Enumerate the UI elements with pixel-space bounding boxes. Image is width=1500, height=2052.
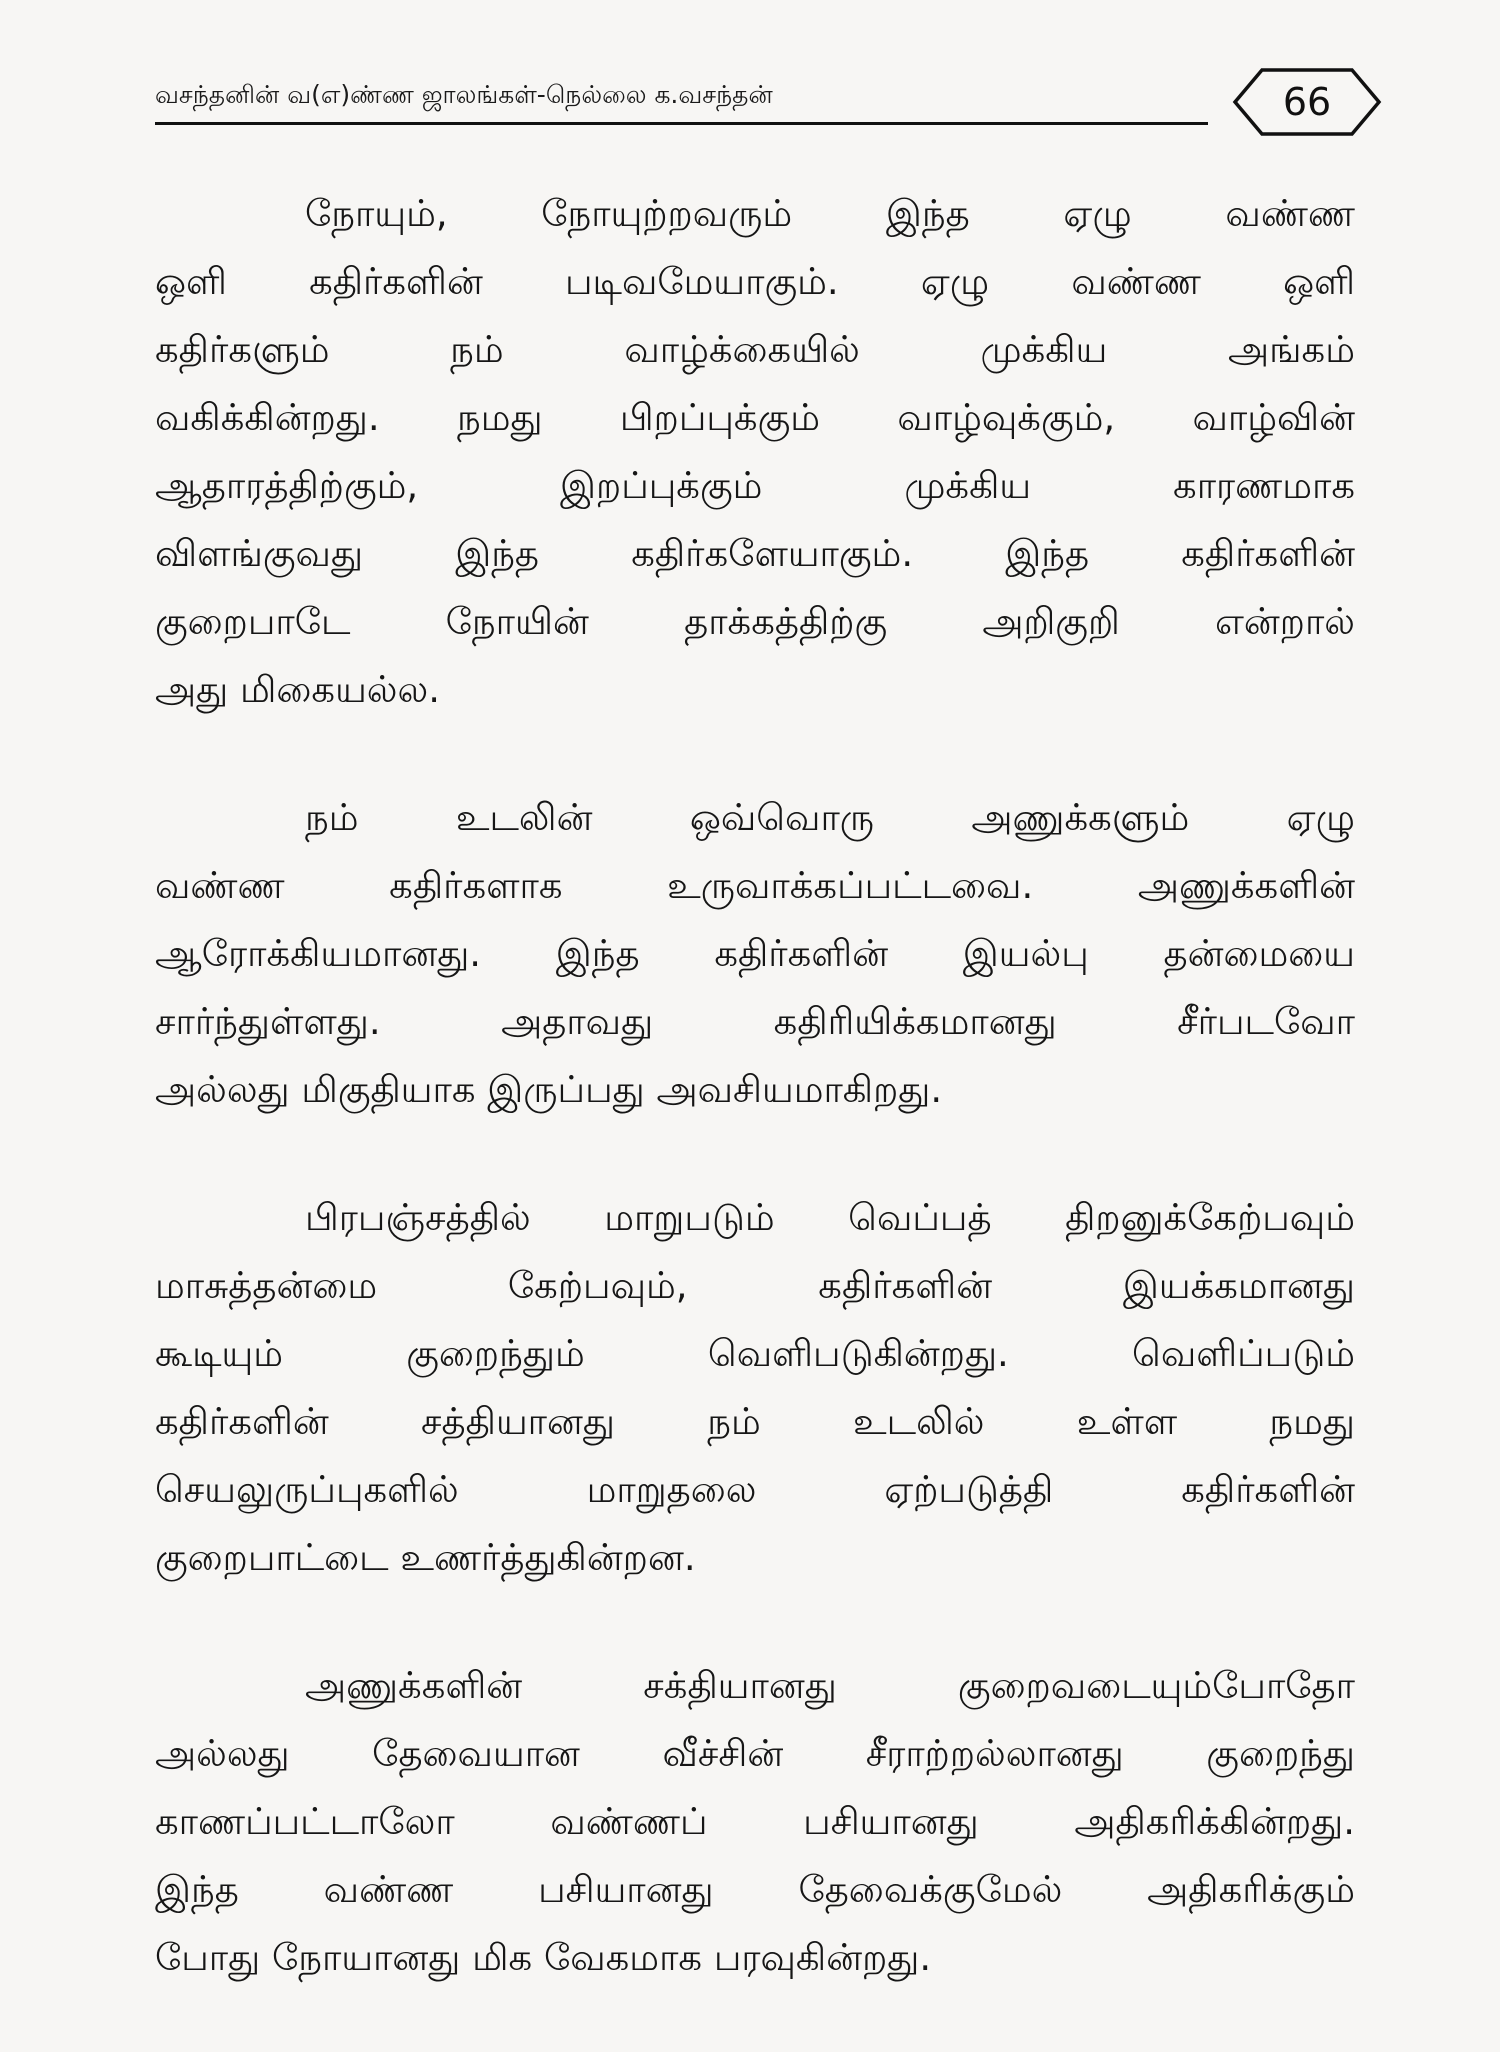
paragraph bbox=[155, 180, 1355, 724]
text-line: மாசுத்தன்மை கேற்பவும், கதிர்களின் இயக்கமானது bbox=[155, 1264, 1355, 1307]
page-number-badge bbox=[1232, 67, 1382, 137]
text-line: இந்த வண்ண பசியானது தேவைக்குமேல் அதிகரிக்கும் bbox=[155, 1868, 1355, 1911]
text-line: ஒளி கதிர்களின் படிவமேயாகும். ஏழு வண்ண ஒளி bbox=[155, 260, 1355, 303]
text-line: நோயும், நோயுற்றவரும் இந்த ஏழு வண்ண bbox=[305, 192, 1355, 235]
text-line: வண்ண கதிர்களாக உருவாக்கப்பட்டவை. அணுக்களின் bbox=[155, 864, 1355, 907]
text-line: காணப்பட்டாலோ வண்ணப் பசியானது அதிகரிக்கின்றது. bbox=[155, 1800, 1355, 1843]
text-line: விளங்குவது இந்த கதிர்களேயாகும். இந்த கதிர்களின் bbox=[155, 532, 1355, 575]
text-line: பிரபஞ்சத்தில் மாறுபடும் வெப்பத் திறனுக்கேற்பவும் bbox=[305, 1196, 1355, 1239]
text-line: அல்லது மிகுதியாக இருப்பது அவசியமாகிறது. bbox=[155, 1068, 943, 1111]
text-line: நம் உடலின் ஒவ்வொரு அணுக்களும் ஏழு bbox=[305, 796, 1355, 839]
text-line: அது மிகையல்ல. bbox=[155, 668, 440, 711]
page-number: 66 bbox=[1282, 80, 1332, 124]
text-line: கதிர்களும் நம் வாழ்க்கையில் முக்கிய அங்கம் bbox=[155, 328, 1355, 371]
body-text bbox=[155, 180, 1355, 2052]
text-line: ஆதாரத்திற்கும், இறப்புக்கும் முக்கிய காரணமாக bbox=[155, 464, 1355, 507]
text-line: கதிர்களின் சத்தியானது நம் உடலில் உள்ள நமது bbox=[155, 1400, 1355, 1443]
text-line: சார்ந்துள்ளது. அதாவது கதிரியிக்கமானது சீர்படவோ bbox=[155, 1000, 1355, 1043]
text-line: கூடியும் குறைந்தும் வெளிபடுகின்றது. வெளிப்படும் bbox=[155, 1332, 1355, 1375]
paragraph bbox=[155, 1184, 1355, 1592]
header-title: வசந்தனின் வ(எ)ண்ண ஜாலங்கள்-நெல்லை க.வசந்தன் bbox=[155, 80, 773, 109]
text-line: குறைபாடே நோயின் தாக்கத்திற்கு அறிகுறி என்றால் bbox=[155, 600, 1355, 643]
text-line: ஆரோக்கியமானது. இந்த கதிர்களின் இயல்பு தன்மையை bbox=[155, 932, 1355, 975]
text-line: வகிக்கின்றது. நமது பிறப்புக்கும் வாழ்வுக்கும், வாழ்வின் bbox=[155, 396, 1355, 439]
text-line: செயலுருப்புகளில் மாறுதலை ஏற்படுத்தி கதிர்களின் bbox=[155, 1468, 1355, 1511]
text-line: குறைபாட்டை உணர்த்துகின்றன. bbox=[155, 1536, 696, 1579]
header-rule bbox=[155, 122, 1208, 125]
text-line: அணுக்களின் சக்தியானது குறைவடையும்போதோ bbox=[305, 1664, 1355, 1707]
text-line: போது நோயானது மிக வேகமாக பரவுகின்றது. bbox=[155, 1936, 932, 1979]
paragraph bbox=[155, 1652, 1355, 1992]
text-line: அல்லது தேவையான வீச்சின் சீராற்றல்லானது குறைந்து bbox=[155, 1732, 1355, 1775]
running-header bbox=[155, 78, 1215, 128]
paragraph bbox=[155, 784, 1355, 1124]
